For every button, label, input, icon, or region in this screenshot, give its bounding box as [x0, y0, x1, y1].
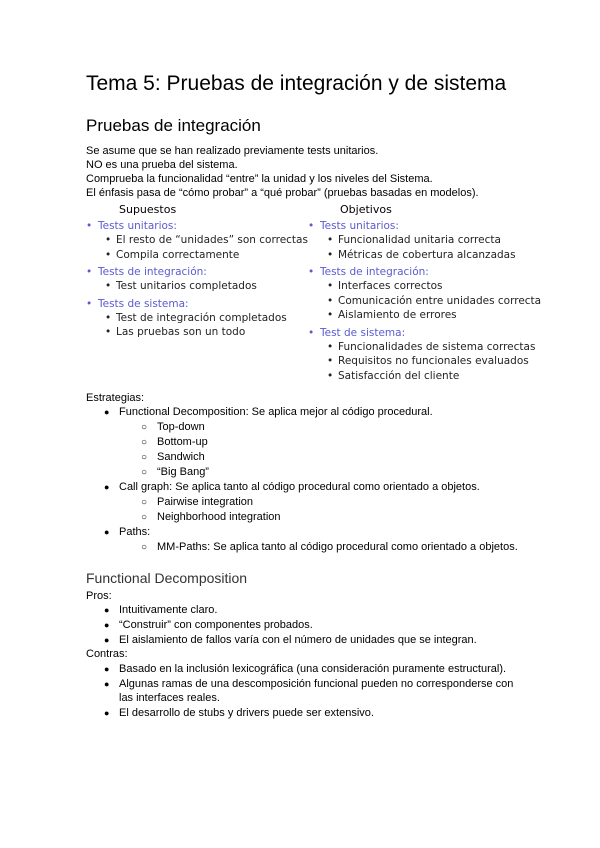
intro-paragraph	[86, 144, 479, 200]
list-item: • Requisitos no funcionales evaluados	[308, 354, 556, 369]
bullet-icon: ●	[104, 407, 110, 417]
bullet-icon: ●	[104, 620, 110, 630]
list-item: • Compila correctamente	[86, 248, 306, 263]
list-item-text: Functional Decomposition: Se aplica mejor al código procedural.	[119, 406, 433, 418]
intro-line: Se asume que se han realizado previamente tests unitarios.	[86, 145, 379, 157]
list-item	[104, 663, 506, 675]
strategies-label: Estrategias:	[86, 392, 145, 404]
circle-bullet-icon: ○	[141, 542, 148, 553]
list-item	[104, 634, 477, 646]
cons-label: Contras:	[86, 648, 128, 660]
group-title: • Tests de integración:	[308, 265, 556, 279]
bullet-icon: ●	[104, 527, 110, 537]
list-item-text: Algunas ramas de una descomposición funcional pueden no corresponderse con	[119, 678, 514, 690]
list-item: • Funcionalidades de sistema correctas	[308, 340, 556, 355]
sub-list-item	[141, 451, 205, 463]
sub-list-item	[141, 421, 205, 433]
pros-label: Pros:	[86, 590, 112, 602]
list-item	[104, 619, 313, 631]
group-title: • Tests unitarios:	[86, 219, 306, 233]
sub-item-text: Neighborhood integration	[157, 511, 281, 523]
list-item-text: Basado en la inclusión lexicográfica (una consideración puramente estructural).	[119, 663, 507, 675]
list-item-text: “Construir” con componentes probados.	[119, 619, 313, 631]
list-item-text: El desarrollo de stubs y drivers puede ser extensivo.	[119, 707, 374, 719]
bullet-icon: ●	[104, 708, 110, 718]
circle-bullet-icon: ○	[141, 452, 148, 463]
bullet-icon: ●	[104, 482, 110, 492]
group	[308, 219, 556, 262]
sub-list-item	[141, 496, 253, 508]
group-title: • Test de sistema:	[308, 326, 556, 340]
intro-line: Comprueba la funcionalidad “entre” la unidad y los niveles del Sistema.	[86, 173, 433, 185]
list-item: • El resto de “unidades” son correctas	[86, 233, 306, 248]
bullet-icon: ●	[104, 679, 110, 689]
group-title: • Tests de sistema:	[86, 297, 306, 311]
assumptions-objectives-figure	[86, 203, 556, 393]
group	[86, 297, 306, 340]
list-item-text: Intuitivamente claro.	[119, 604, 218, 616]
page-title: Tema 5: Pruebas de integración y de sistema	[86, 72, 507, 95]
group-title: • Tests unitarios:	[308, 219, 556, 233]
sub-item-text: Top-down	[157, 421, 205, 433]
list-item	[104, 707, 374, 719]
bullet-icon: ●	[104, 664, 110, 674]
list-item: • Test de integración completados	[86, 311, 306, 326]
list-item	[104, 481, 480, 493]
list-item	[104, 604, 217, 616]
circle-bullet-icon: ○	[141, 467, 148, 478]
list-item: • Las pruebas son un todo	[86, 325, 306, 340]
objectives-column	[308, 203, 556, 383]
group-title: • Tests de integración:	[86, 265, 306, 279]
section-heading-functional-decomposition: Functional Decomposition	[86, 570, 248, 586]
section-heading-integration: Pruebas de integración	[86, 116, 261, 135]
list-item-continuation: las interfaces reales.	[119, 692, 220, 704]
sub-item-text: Bottom-up	[157, 436, 208, 448]
sub-list-item	[141, 541, 518, 553]
list-item: • Comunicación entre unidades correcta	[308, 294, 556, 309]
sub-item-text: Pairwise integration	[157, 496, 253, 508]
intro-line: NO es una prueba del sistema.	[86, 159, 238, 171]
list-item: • Satisfacción del cliente	[308, 369, 556, 384]
sub-item-text: MM-Paths: Se aplica tanto al código procedural como orientado a objetos.	[157, 541, 518, 553]
list-item	[104, 526, 150, 538]
circle-bullet-icon: ○	[141, 497, 148, 508]
circle-bullet-icon: ○	[141, 437, 148, 448]
sub-item-text: “Big Bang”	[157, 466, 209, 478]
group	[308, 326, 556, 384]
bullet-icon: ●	[104, 635, 110, 645]
column-title: Objetivos	[340, 203, 392, 216]
group	[86, 219, 306, 262]
sub-list-item	[141, 466, 209, 478]
list-item	[104, 406, 433, 418]
list-item-text: Paths:	[119, 526, 151, 538]
list-item-text: El aislamiento de fallos varía con el número de unidades que se integran.	[119, 634, 477, 646]
list-item: • Funcionalidad unitaria correcta	[308, 233, 556, 248]
list-item-text: Call graph: Se aplica tanto al código procedural como orientado a objetos.	[119, 481, 480, 493]
assumptions-column	[86, 203, 306, 340]
group	[86, 265, 306, 294]
list-item: • Aislamiento de errores	[308, 308, 556, 323]
bullet-icon: ●	[104, 605, 110, 615]
sub-item-text: Sandwich	[157, 451, 205, 463]
sub-list-item	[141, 511, 281, 523]
list-item	[104, 678, 513, 690]
circle-bullet-icon: ○	[141, 512, 148, 523]
group	[308, 265, 556, 323]
circle-bullet-icon: ○	[141, 422, 148, 433]
sub-list-item	[141, 436, 208, 448]
list-item: • Métricas de cobertura alcanzadas	[308, 248, 556, 263]
column-title: Supuestos	[119, 203, 177, 216]
intro-line: El énfasis pasa de “cómo probar” a “qué probar” (pruebas basadas en modelos).	[86, 187, 479, 199]
list-item: • Interfaces correctos	[308, 279, 556, 294]
list-item: • Test unitarios completados	[86, 279, 306, 294]
